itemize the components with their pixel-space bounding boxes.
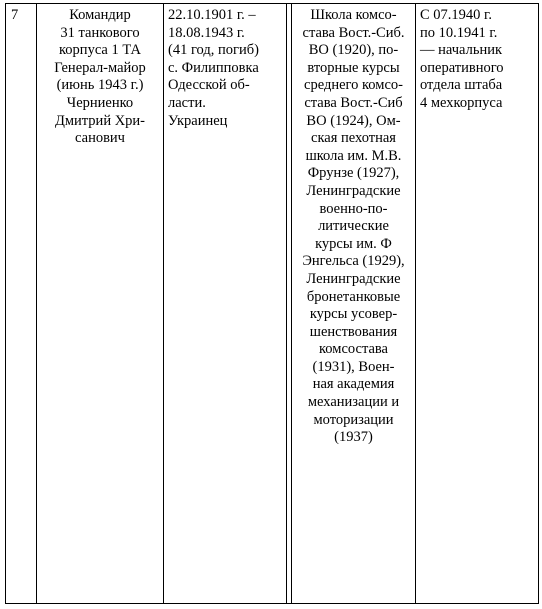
education-line: става Вост.-Сиб [304,94,403,111]
education-line: среднего комсо- [304,77,403,94]
rank-line: санович [75,130,125,147]
service-line: по 10.1941 г. [420,24,498,41]
rank-line: 31 танкового [60,24,140,41]
rank-name-cell [37,4,164,604]
birth-line: Одесской об- [168,77,250,94]
birth-line: Украинец [168,112,228,129]
education-line: военно-по- [319,200,388,217]
service-line: С 07.1940 г. [420,7,492,23]
birth-line: 22.10.1901 г. – [168,7,256,23]
education-line: курсы усовер- [309,306,398,323]
biography-table [5,3,539,604]
education-line: Энгельса (1929), [302,253,405,270]
education-line: ская пехотная [311,130,396,147]
education-line: моторизации [313,411,394,428]
rank-line: Черниенко [66,94,134,111]
education-line: вторные курсы [307,59,400,76]
education-line: шенствования [309,323,398,340]
education-line: ная академия [312,376,395,393]
birth-cell [164,4,287,604]
education-line: механизации и [307,394,400,411]
table-row [6,4,539,604]
education-line: Ленинградские [306,182,401,199]
education-cell [292,4,416,604]
education-line: Ленинградские [306,270,401,287]
rank-line: Дмитрий Хри- [54,112,146,129]
birth-line: ласти. [168,94,206,111]
birth-line: с. Филипповка [168,59,259,76]
service-line: оперативного [420,59,504,76]
education-line: (1937) [334,429,373,446]
row-number: 7 [11,7,19,23]
rank-line: корпуса 1 ТА [59,42,141,59]
education-line: Фрунзе (1927), [307,165,400,182]
education-line: бронетанковые [306,288,401,305]
rank-line: (июнь 1943 г.) [56,77,144,94]
education-line: ВО (1920), по- [308,42,399,59]
education-line: Школа комсо- [310,7,397,23]
education-line: курсы им. Ф [315,235,392,252]
rank-line: Генерал-майор [54,59,146,76]
education-line: литические [318,218,389,235]
rank-line: Командир [69,7,131,23]
education-line: комсостава [319,341,388,358]
education-line: (1931), Воен- [312,358,395,375]
service-line: 4 мехкорпуса [420,94,503,111]
education-line: ВО (1924), Ом- [306,112,401,129]
service-cell [416,4,539,604]
service-line: отдела штаба [420,77,503,94]
education-line: става Вост.-Сиб. [302,24,405,41]
birth-line: 18.08.1943 г. [168,24,245,41]
education-line: школа им. М.В. [305,147,402,164]
service-line: — начальник [420,42,503,59]
row-number-cell [6,4,37,604]
birth-line: (41 год, погиб) [168,42,259,59]
